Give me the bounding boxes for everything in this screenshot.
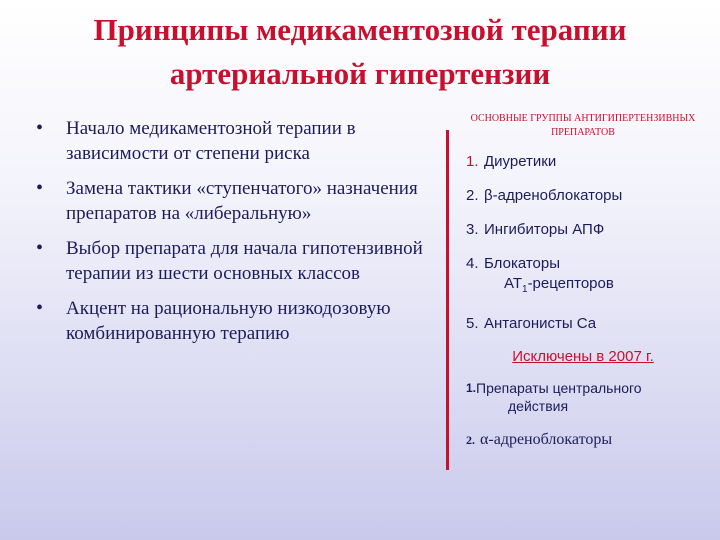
drug-groups-panel	[458, 112, 708, 465]
group-item-calcium-antagonists: 5. Антагонисты Са	[466, 315, 597, 332]
title-line-1: Принципы медикаментозной терапии	[93, 12, 627, 47]
list-item: • Начало медикаментозной терапии в зависимости от степени риска	[36, 117, 356, 164]
slide-title	[0, 8, 720, 96]
bullet-icon: •	[36, 237, 44, 259]
bullet-icon: •	[36, 297, 44, 319]
vertical-divider	[446, 130, 449, 470]
list-item: • Выбор препарата для начала гипотензивной терапии из шести основных классов	[36, 237, 423, 284]
bullet-icon: •	[36, 177, 44, 199]
bullet-icon: •	[36, 117, 44, 139]
group-item-ace-inhibitors: 3. Ингибиторы АПФ	[466, 221, 605, 238]
excluded-heading: Исключены в 2007 г.	[512, 348, 654, 365]
list-item: • Акцент на рациональную низкодозовую комбинированную терапию	[36, 297, 391, 344]
group-item-at1-blockers: 4. Блокаторы $АТ_1$-рецепторов	[466, 255, 614, 295]
excluded-item-alpha-blockers: 2. α-адреноблокаторы	[466, 431, 613, 448]
group-item-beta-blockers: 2. β-адреноблокаторы	[466, 187, 623, 204]
excluded-item-central-action: 1. Препараты центрального действия	[466, 380, 642, 414]
list-item: • Замена тактики «ступенчатого» назначения препаратов на «либеральную»	[36, 177, 418, 224]
groups-heading: ОСНОВНЫЕ ГРУППЫ АНТИГИПЕРТЕНЗИВНЫХ ПРЕПАРАТОВ	[470, 113, 696, 138]
principles-list	[36, 116, 436, 356]
title-line-2: артериальной гипертензии	[169, 56, 551, 91]
group-item-diuretics: 1. Диуретики	[466, 153, 557, 170]
